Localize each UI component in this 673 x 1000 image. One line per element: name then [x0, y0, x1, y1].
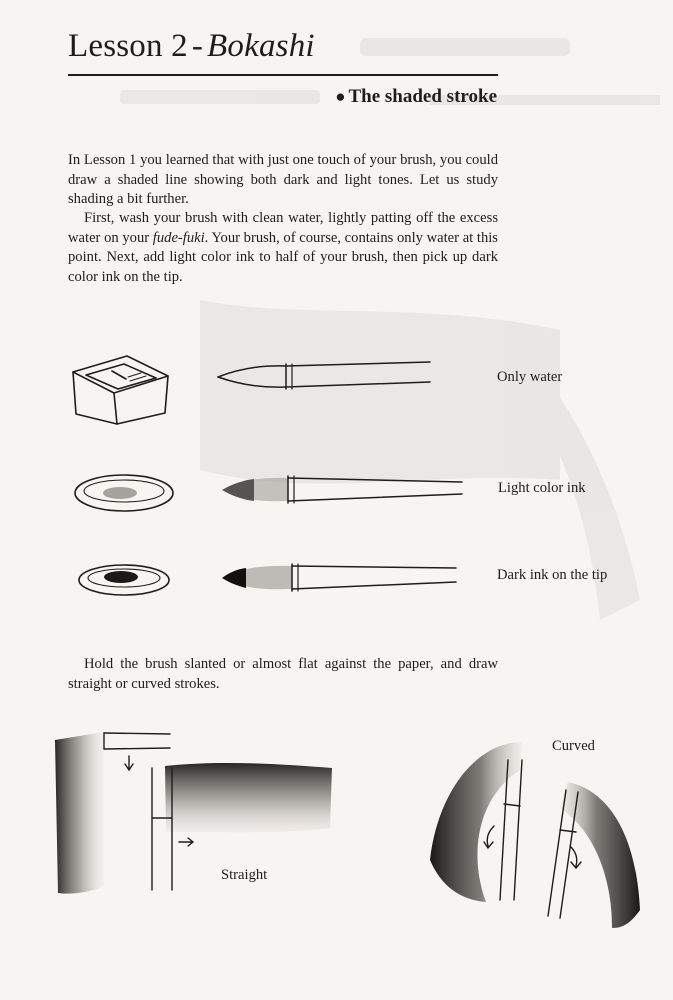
fude-fuki-term: fude-fuki: [152, 229, 205, 246]
stroke-instructions-paragraph: Hold the brush slanted or almost flat against the paper, and draw straight or curved strokes.: [68, 656, 498, 692]
label-dark-ink-tip: Dark ink on the tip: [497, 567, 608, 583]
straight-stroke-illustration: [55, 732, 332, 894]
section-heading-text: The shaded stroke: [348, 86, 497, 107]
bullet-icon: ●: [335, 87, 346, 106]
bleed-through: [120, 38, 660, 620]
lesson-title-separator: -: [191, 28, 204, 64]
label-straight: Straight: [221, 867, 268, 883]
lesson-title-main: Lesson 2: [68, 28, 188, 64]
instructions-text-b: . Your brush, of course, contains only water at this point. Next, add light color ink to half of your brush, then pick up dark color ink on the tip.: [68, 229, 498, 285]
instructions-text-a: First, wash your brush with clean water, lightly patting off the excess water on your: [68, 210, 498, 246]
curved-stroke-illustration: [430, 742, 640, 928]
water-container-icon: [73, 356, 168, 424]
intro-paragraph: In Lesson 1 you learned that with just one touch of your brush, you could draw a shaded line showing both dark and light tones. Let us study shading a bit further.: [68, 152, 498, 208]
dish-light-ink-icon: [75, 475, 173, 511]
brush-dark-tip-icon: [222, 564, 456, 591]
label-only-water: Only water: [497, 369, 563, 385]
dish-dark-ink-icon: [79, 565, 169, 595]
label-curved: Curved: [552, 738, 595, 754]
lesson-title-emphasis: Bokashi: [207, 28, 315, 64]
label-light-color-ink: Light color ink: [498, 480, 586, 496]
